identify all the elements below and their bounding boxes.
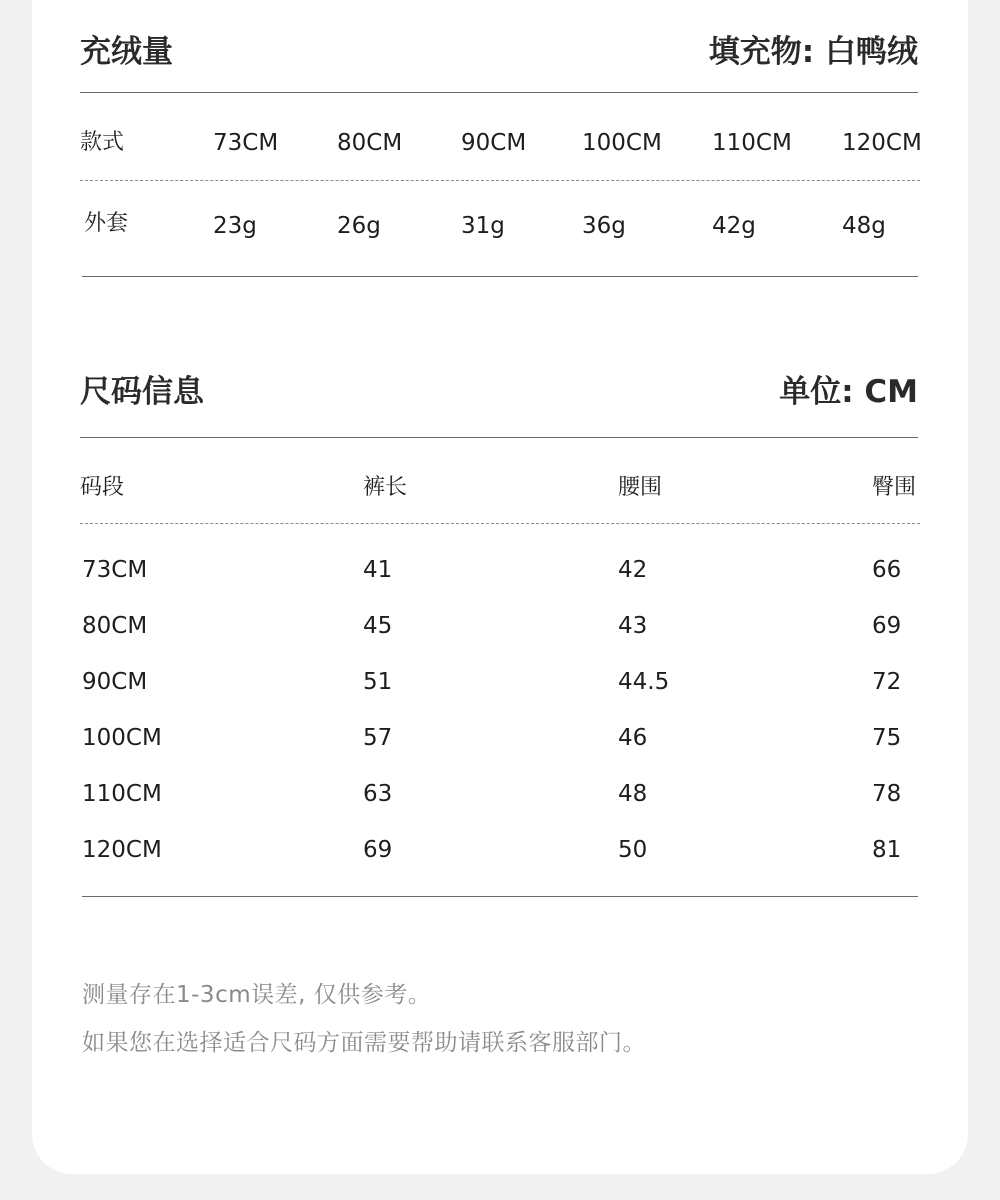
- filling-size-cell: 73CM: [213, 130, 279, 156]
- filling-dashed-divider: [80, 180, 920, 181]
- length-cell: 63: [363, 781, 393, 807]
- filling-size-cell: 90CM: [461, 130, 527, 156]
- filling-header-label: 款式: [80, 130, 125, 155]
- filling-top-rule: [80, 92, 918, 93]
- filling-weight-cell: 31g: [461, 213, 505, 239]
- filling-size-cell: 100CM: [582, 130, 662, 156]
- waist-cell: 50: [618, 837, 648, 863]
- size-info-title: 尺码信息: [80, 374, 204, 410]
- size-cell: 80CM: [82, 613, 148, 639]
- filling-weight-cell: 23g: [213, 213, 257, 239]
- filling-row-label: 外套: [84, 211, 129, 236]
- waist-cell: 46: [618, 725, 648, 751]
- filling-size-cell: 120CM: [842, 130, 922, 156]
- column-header: 裤长: [363, 475, 408, 500]
- length-cell: 51: [363, 669, 393, 695]
- column-header: 腰围: [618, 475, 663, 500]
- filling-material: 填充物: 白鸭绒: [708, 34, 918, 70]
- hip-cell: 69: [872, 613, 902, 639]
- filling-bottom-rule: [82, 276, 918, 277]
- size-info-bottom-rule: [82, 896, 918, 897]
- help-note: 如果您在选择适合尺码方面需要帮助请联系客服部门。: [82, 1030, 646, 1056]
- size-info-unit: 单位: CM: [779, 374, 918, 410]
- size-cell: 110CM: [82, 781, 162, 807]
- waist-cell: 43: [618, 613, 648, 639]
- filling-size-cell: 110CM: [712, 130, 792, 156]
- hip-cell: 66: [872, 557, 902, 583]
- size-table-dashed-divider: [80, 523, 920, 524]
- length-cell: 41: [363, 557, 393, 583]
- length-cell: 45: [363, 613, 393, 639]
- length-cell: 69: [363, 837, 393, 863]
- column-header: 臀围: [872, 475, 917, 500]
- filling-size-cell: 80CM: [337, 130, 403, 156]
- hip-cell: 81: [872, 837, 902, 863]
- size-cell: 100CM: [82, 725, 162, 751]
- filling-weight-cell: 36g: [582, 213, 626, 239]
- measurement-note: 测量存在1-3cm误差, 仅供参考。: [82, 982, 432, 1008]
- filling-weight-cell: 48g: [842, 213, 886, 239]
- filling-title: 充绒量: [80, 34, 173, 70]
- waist-cell: 42: [618, 557, 648, 583]
- column-header: 码段: [80, 475, 125, 500]
- size-info-top-rule: [80, 437, 918, 438]
- filling-weight-cell: 42g: [712, 213, 756, 239]
- hip-cell: 78: [872, 781, 902, 807]
- waist-cell: 44.5: [618, 669, 670, 695]
- hip-cell: 72: [872, 669, 902, 695]
- filling-weight-cell: 26g: [337, 213, 381, 239]
- length-cell: 57: [363, 725, 393, 751]
- waist-cell: 48: [618, 781, 648, 807]
- size-cell: 90CM: [82, 669, 148, 695]
- size-cell: 120CM: [82, 837, 162, 863]
- size-cell: 73CM: [82, 557, 148, 583]
- hip-cell: 75: [872, 725, 902, 751]
